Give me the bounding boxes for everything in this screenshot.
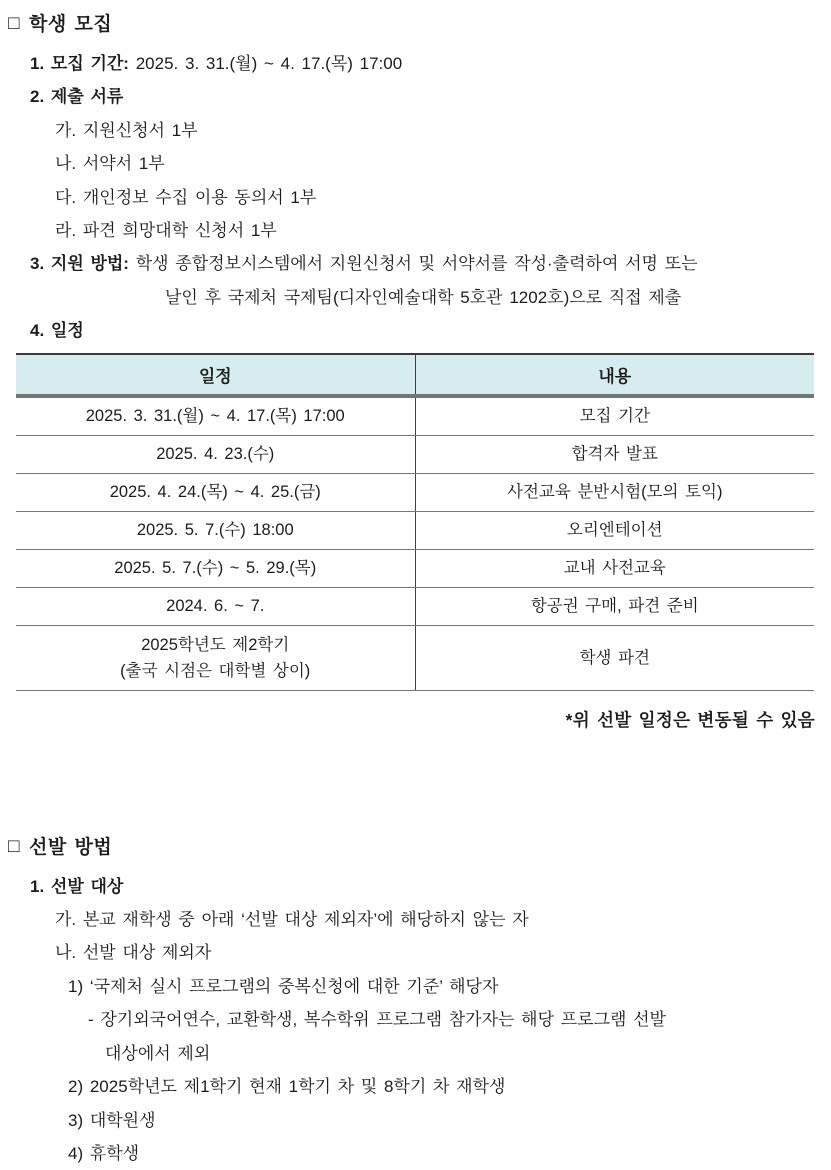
cell-schedule: 2025. 4. 23.(수) xyxy=(16,435,415,473)
table-row xyxy=(16,549,814,587)
apply-method-line2: 날인 후 국제처 국제팀(디자인예술대학 5호관 1202호)으로 직접 제출 xyxy=(165,287,682,307)
apply-method-text1: 학생 종합정보시스템에서 지원신청서 및 서약서를 작성·출력하여 서명 또는 xyxy=(135,254,698,274)
document-item: 가. 지원신청서 1부 xyxy=(55,120,198,140)
table-row xyxy=(16,396,814,436)
cell-schedule xyxy=(16,625,415,690)
cell-schedule-line1: 2025학년도 제2학기 xyxy=(141,635,290,654)
cell-schedule-line2: (출국 시점은 대학별 상이) xyxy=(120,661,311,680)
documents-label: 2. 제출 서류 xyxy=(30,87,124,107)
table-row xyxy=(16,625,814,690)
cell-schedule: 2025. 5. 7.(수) 18:00 xyxy=(16,511,415,549)
schedule-table xyxy=(16,353,814,691)
header-cell-content: 내용 xyxy=(415,354,814,396)
cell-schedule: 2025. 4. 24.(목) ~ 4. 25.(금) xyxy=(16,473,415,511)
cell-content: 사전교육 분반시험(모의 토익) xyxy=(415,473,814,511)
cell-schedule: 2025. 3. 31.(월) ~ 4. 17.(목) 17:00 xyxy=(16,396,415,436)
selection-eligible-line: 가. 본교 재학생 중 아래 ‘선발 대상 제외자’에 해당하지 않는 자 xyxy=(55,910,529,930)
schedule-label: 4. 일정 xyxy=(30,321,84,341)
table-row xyxy=(16,587,814,625)
selection-target-label: 1. 선발 대상 xyxy=(30,876,124,896)
section-title-text: 학생 모집 xyxy=(28,14,113,35)
cell-content: 오리엔테이션 xyxy=(415,511,814,549)
apply-method-line1 xyxy=(8,247,821,280)
cell-content: 항공권 구매, 파견 준비 xyxy=(415,587,814,625)
excluded-item-detail: - 장기외국어연수, 교환학생, 복수학위 프로그램 참가자는 해당 프로그램 선발 xyxy=(88,1010,666,1030)
square-bullet-icon: □ xyxy=(8,13,20,34)
table-row xyxy=(16,435,814,473)
cell-content: 교내 사전교육 xyxy=(415,549,814,587)
document-item: 라. 파견 희망대학 신청서 1부 xyxy=(55,221,277,241)
excluded-item: 1) ‘국제처 실시 프로그램의 중복신청에 대한 기준’ 해당자 xyxy=(68,976,499,996)
schedule-table-header xyxy=(16,354,814,396)
cell-schedule: 2024. 6. ~ 7. xyxy=(16,587,415,625)
document-item: 나. 서약서 1부 xyxy=(55,154,165,174)
recruit-period-line xyxy=(8,47,821,80)
section-title-recruitment xyxy=(8,12,821,38)
excluded-item: 4) 휴학생 xyxy=(68,1143,140,1163)
cell-content: 학생 파견 xyxy=(415,625,814,690)
cell-content: 합격자 발표 xyxy=(415,435,814,473)
section-selection-method xyxy=(8,835,821,1170)
table-row xyxy=(16,473,814,511)
document-item: 다. 개인정보 수집 이용 동의서 1부 xyxy=(55,187,317,207)
section-student-recruitment xyxy=(8,12,821,732)
square-bullet-icon: □ xyxy=(8,835,20,857)
selection-excluded-label: 나. 선발 대상 제외자 xyxy=(55,943,212,963)
section-title-text: 선발 방법 xyxy=(28,836,113,858)
excluded-item: 2) 2025학년도 제1학기 현재 1학기 차 및 8학기 차 재학생 xyxy=(68,1077,506,1097)
schedule-change-note: *위 선발 일정은 변동될 수 있음 xyxy=(565,709,815,730)
section-title-selection xyxy=(8,835,821,861)
excluded-item-detail-cont: 대상에서 제외 xyxy=(105,1043,211,1063)
header-cell-schedule: 일정 xyxy=(16,354,415,396)
table-row xyxy=(16,511,814,549)
recruit-period-label: 1. 모집 기간: xyxy=(30,54,129,73)
apply-method-label: 3. 지원 방법: xyxy=(30,254,129,274)
recruit-period-value: 2025. 3. 31.(월) ~ 4. 17.(목) 17:00 xyxy=(135,54,403,73)
excluded-item: 3) 대학원생 xyxy=(68,1110,156,1130)
cell-schedule: 2025. 5. 7.(수) ~ 5. 29.(목) xyxy=(16,549,415,587)
cell-content: 모집 기간 xyxy=(415,396,814,436)
